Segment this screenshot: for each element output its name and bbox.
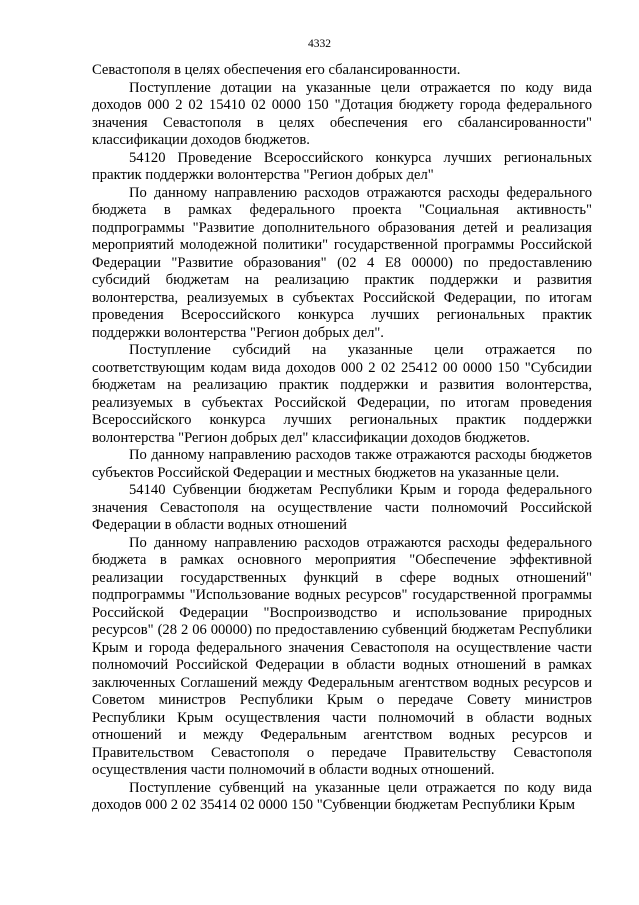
paragraph: Поступление субсидий на указанные цели отражается по соответствующим кодам вида доходов 000 2 02 25412 00 0000 150 "Субсидии бюджетам на реализацию практик поддержки и развития волонтерства, реализуемых в субъектах Российской Федерации, по итогам проведения Всероссийского конкурса лучших региональных практик поддержки волонтерства "Регион добрых дел" классификации доходов бюджетов.: [92, 342, 592, 446]
paragraph: По данному направлению расходов также отражаются расходы бюджетов субъектов Российской Федерации и местных бюджетов на указанные цели.: [92, 447, 592, 481]
paragraph: Поступление дотации на указанные цели отражается по коду вида доходов 000 2 02 15410 02 0000 150 "Дотация бюджету города федерального значения Севастополя в целях обеспечения его сбалансированности" классификации доходов бюджетов.: [92, 79, 592, 148]
paragraph: По данному направлению расходов отражаются расходы федерального бюджета в рамках федерального проекта "Социальная активность" подпрограммы "Развитие дополнительного образования детей и реализация мероприятий молодежной политики" государственной программы Российской Федерации "Развитие образования" (02 4 E8 00000) по предоставлению субсидий бюджетам на реализацию практик поддержки и развития волонтерства, реализуемых в субъектах Российской Федерации, по итогам проведения Всероссийского конкурса лучших региональных практик поддержки волонтерства "Регион добрых дел".: [92, 184, 592, 341]
paragraph: По данному направлению расходов отражаются расходы федерального бюджета в рамках основного мероприятия "Обеспечение эффективной реализации государственных функций в сфере водных отношений" подпрограммы "Использование водных ресурсов" государственной программы Российской Федерации "Воспроизводство и использование природных ресурсов" (28 2 06 00000) по предоставлению субвенций бюджетам Республики Крым и города федерального значения Севастополя на осуществление части полномочий Российской Федерации в области водных отношений в рамках заключенных Соглашений между Федеральным агентством водных ресурсов и Советом министров Республики Крым о передаче Совету министров Республики Крым осуществления части полномочий в области водных отношений и между Федеральным агентством водных ресурсов и Правительством Севастополя о передаче Правительству Севастополя осуществления части полномочий в области водных отношений.: [92, 534, 592, 778]
section-heading-54120: 54120 Проведение Всероссийского конкурса лучших региональных практик поддержки волонтерства "Регион добрых дел": [92, 149, 592, 183]
section-heading-54140: 54140 Субвенции бюджетам Республики Крым и города федерального значения Севастополя на осуществление части полномочий Российской Федерации в области водных отношений: [92, 482, 592, 533]
document-body: [92, 62, 592, 815]
paragraph-continuation: Севастополя в целях обеспечения его сбалансированности.: [92, 62, 461, 78]
paragraph: Поступление субвенций на указанные цели отражается по коду вида доходов 000 2 02 35414 02 0000 150 "Субвенции бюджетам Республики Крым: [92, 779, 592, 813]
page-number: 4332: [308, 38, 331, 50]
